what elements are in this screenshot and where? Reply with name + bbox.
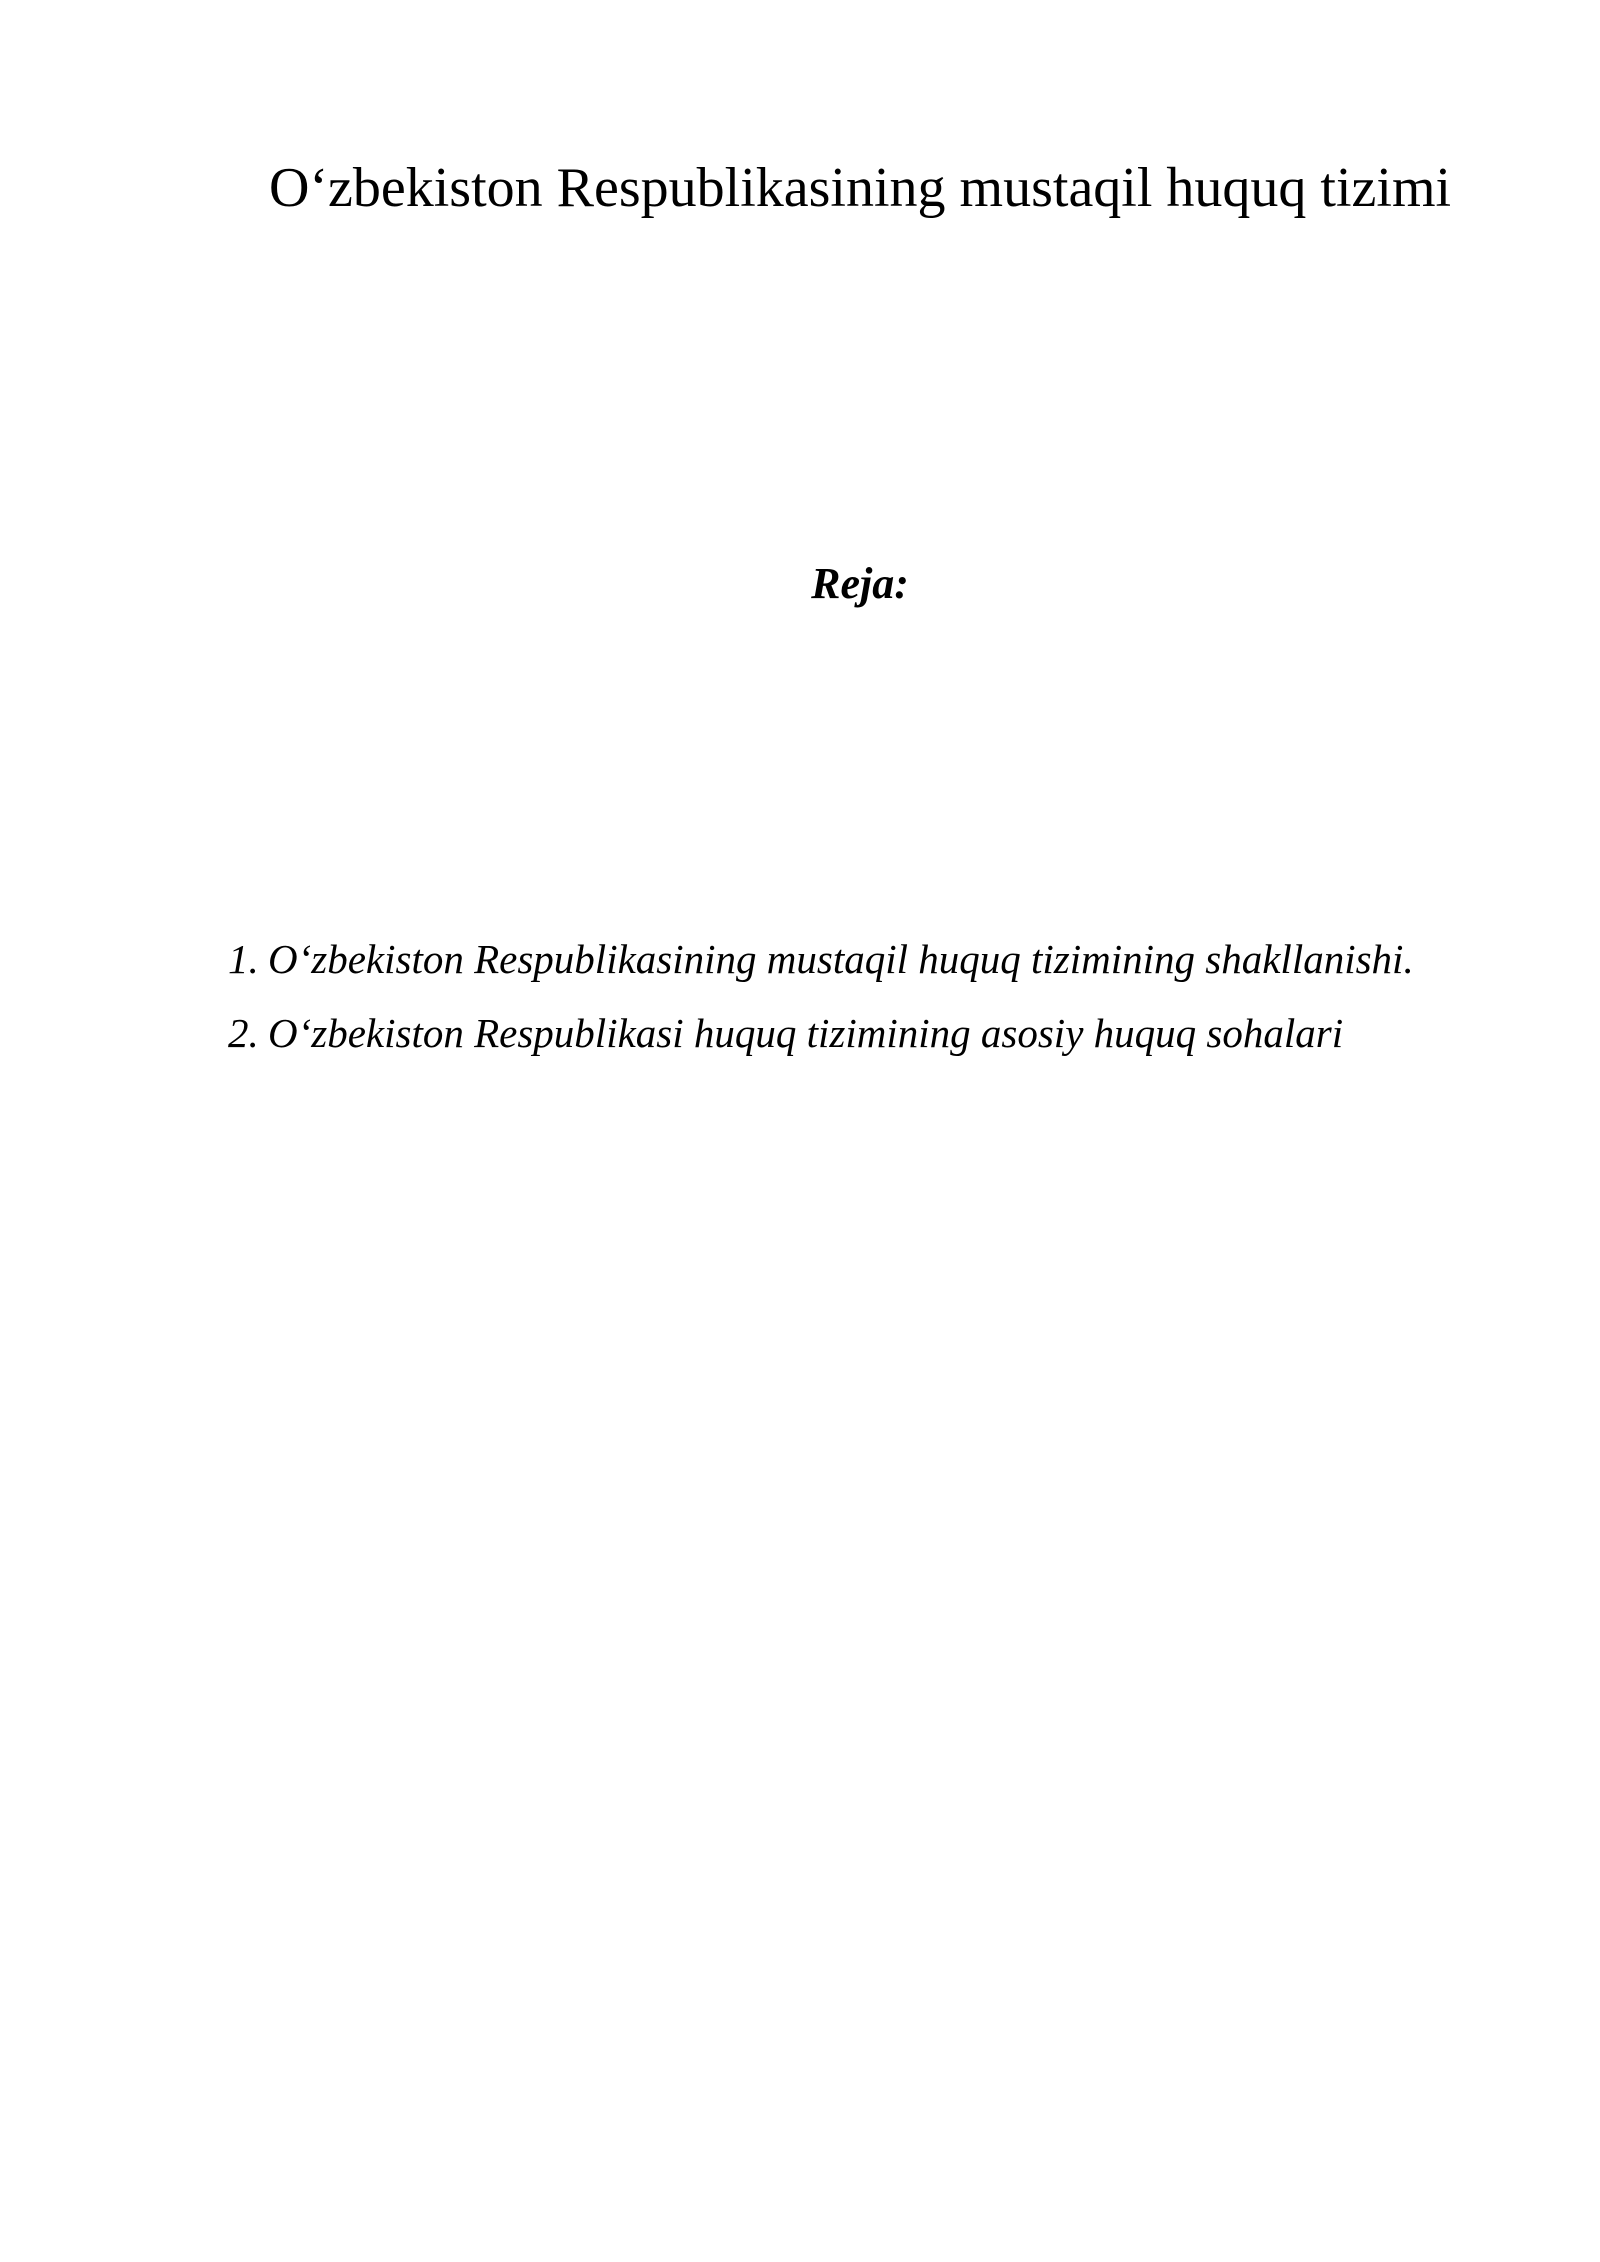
plan-list bbox=[228, 922, 1414, 1070]
document-title: O‘zbekiston Respublikasining mustaqil huquq tizimi bbox=[268, 157, 1452, 219]
plan-item-2 bbox=[228, 996, 1414, 1070]
plan-item-number: 1. bbox=[228, 936, 259, 982]
plan-heading: Reja: bbox=[811, 559, 909, 608]
plan-item-text: O‘zbekiston Respublikasining mustaqil huquq tizimining shakllanishi. bbox=[268, 936, 1414, 982]
plan-item-text: O‘zbekiston Respublikasi huquq tizimining asosiy huquq sohalari bbox=[268, 1010, 1344, 1056]
plan-item-number: 2. bbox=[228, 1010, 259, 1056]
plan-item-1 bbox=[228, 922, 1414, 996]
